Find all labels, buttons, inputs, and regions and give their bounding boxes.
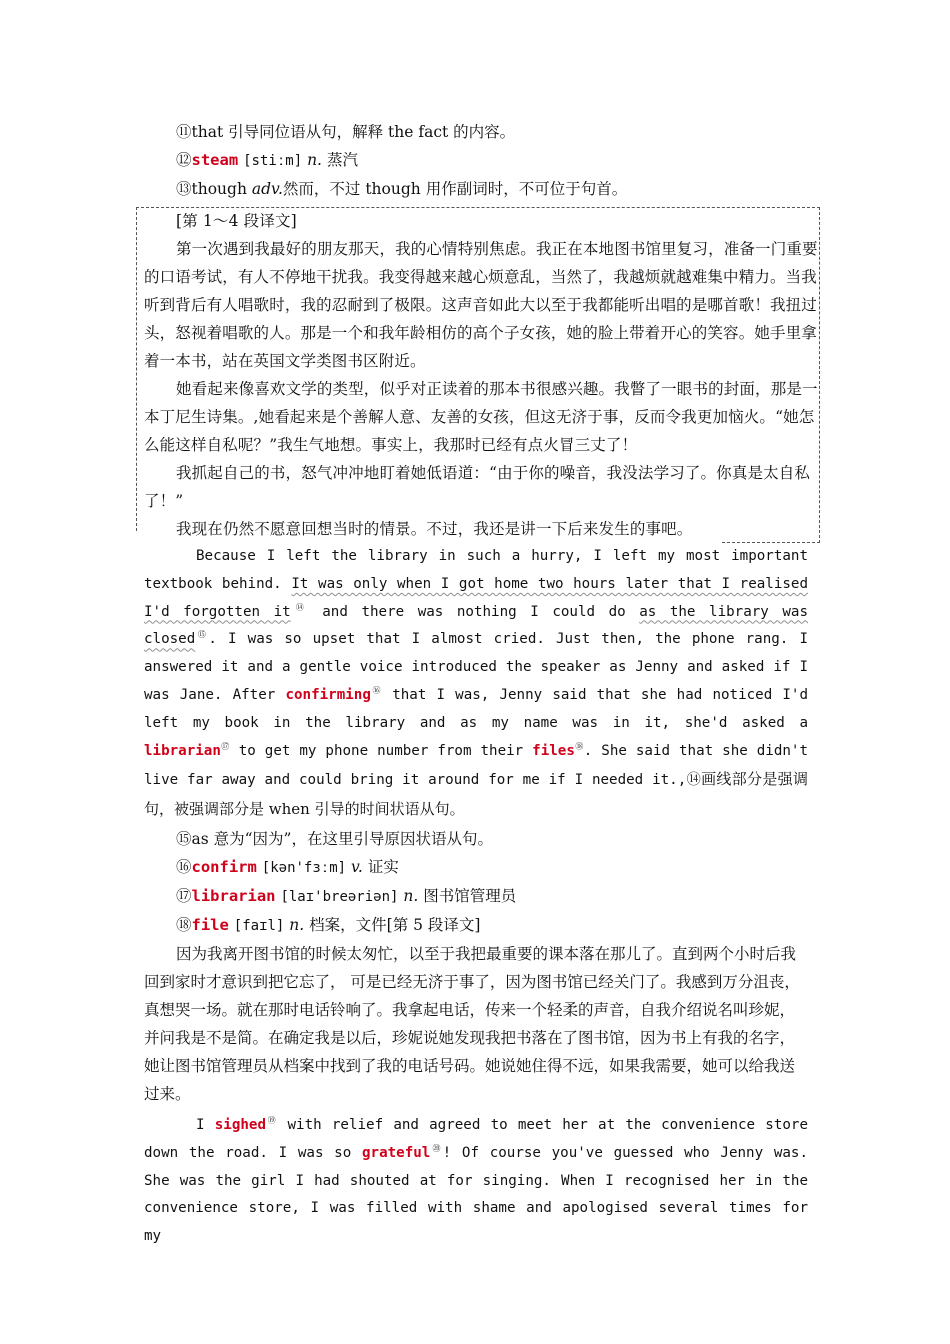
footnote-ref: ⑭: [290, 602, 309, 612]
note-15: [144, 825, 808, 853]
box-border-top: [136, 207, 820, 208]
note-16: [144, 853, 808, 882]
document-page: [144, 118, 818, 1251]
sentence: I: [196, 1116, 215, 1133]
sentence: that I was, Jenny said that she had noticed I'd left my book in the library and as my name was in it, she'd asked a: [144, 686, 808, 731]
part-of-speech: adv.: [251, 180, 283, 198]
footnote-ref: ⑳: [430, 1143, 443, 1153]
translation-heading: [第 1～4 段译文]: [176, 212, 297, 230]
translation-paragraph-5: 因为我离开图书馆的时候太匆忙，以至于我把最重要的课本落在那儿了。直到两个小时后我回到家时才意识到把它忘了， 可是已经无济于事了，因为图书馆已经关门了。我感到万分沮丧，真想哭一场。就在那时电话铃响了。我拿起电话，传来一个轻柔的声音，自我介绍说名叫珍妮，并问我是不是简。在确定我是以后，珍妮说她发现我把书落在了图书馆，因为书上有我的名字，她让图书馆管理员从档案中找到了我的电话号码。她说她住得不远，如果我需要，她可以给我送过来。: [144, 944, 800, 1103]
phonetic: [stiːm]: [243, 153, 303, 169]
keyword-confirming: confirming: [285, 686, 371, 703]
sentence: to get my phone number from their: [229, 742, 533, 759]
sentence: and there was nothing I could do: [308, 603, 640, 620]
note-text: 然而，不过 though 用作副词时，不可位于句首。: [282, 180, 628, 198]
note-marker: ⑫: [176, 151, 192, 169]
english-paragraph-5: [144, 543, 808, 825]
vocab-word: confirm: [191, 857, 257, 876]
box-border-right: [819, 207, 820, 543]
note-17: [144, 882, 808, 911]
emphasis-underline: It was only when I got home two hours later that I realised I'd forgotten it: [144, 575, 808, 620]
keyword-files: files: [532, 742, 575, 759]
part-of-speech: n.: [307, 151, 322, 169]
note-marker: ⑭: [686, 772, 702, 789]
translation-paragraph-4: 我现在仍然不愿意回想当时的情景。不过，我还是讲一下后来发生的事吧。: [176, 520, 693, 538]
emphasis-underline: as the library was closed: [144, 603, 808, 648]
note-marker: ⑪: [176, 123, 192, 141]
translation-paragraph-3: 我抓起自己的书，怒气冲冲地盯着她低语道：“由于你的噪音，我没法学习了。你真是太自私了！”: [144, 464, 811, 510]
sentence: ! Of course you've guessed who Jenny was. She was the girl I had shouted at for singing. When I recognised her in the convenience store, I was filled with shame and apologised several times for my: [144, 1144, 808, 1245]
note-marker: ⑰: [176, 886, 192, 905]
translation-paragraph-2: 她看起来像喜欢文学的类型，似乎对正读着的那本书很感兴趣。我瞥了一眼书的封面，那是一本丁尼生诗集。,她看起来是个善解人意、友善的女孩，但这无济于事，反而令我更加恼火。“她怎么能这样自私呢？”我生气地想。事实上，我那时已经有点火冒三丈了！: [144, 380, 818, 454]
footnote-ref: ⑱: [574, 741, 584, 751]
note-text: that 引导同位语从句，解释 the fact 的内容。: [191, 123, 516, 141]
sentence: Because I left the library in such a hurry, I left my most important textbook behind.: [144, 548, 808, 592]
note-12: [144, 146, 808, 175]
sentence: . She said that she didn't live far away and could bring it around for me if I needed it.,: [144, 742, 809, 789]
footnote-ref: ⑯: [370, 685, 383, 695]
box-border-left: [136, 207, 137, 531]
phonetic: [kən'fɜːm]: [261, 859, 347, 876]
footnote-ref: ⑰: [220, 741, 230, 751]
note-marker: ⑬: [176, 180, 192, 198]
vocab-word: file: [191, 915, 229, 934]
note-marker: ⑮: [176, 829, 192, 848]
note-marker: ⑯: [176, 857, 192, 876]
definition: 图书馆管理员: [423, 886, 517, 905]
part-of-speech: n.: [403, 886, 419, 905]
note-18: [144, 911, 808, 940]
keyword-sighed: sighed: [214, 1116, 266, 1133]
translation-paragraph-1: 第一次遇到我最好的朋友那天，我的心情特别焦虑。我正在本地图书馆里复习，准备一门重要的口语考试，有人不停地干扰我。我变得越来越心烦意乱，当然了，我越烦就越难集中精力。当我听到背后有人唱歌时，我的忍耐到了极限。这声音如此大以至于我都能听出唱的是哪首歌！我扭过头，怒视着唱歌的人。那是一个和我年龄相仿的高个子女孩，她的脸上带着开心的笑容。她手里拿着一本书，站在英国文学类图书区附近。: [144, 240, 818, 370]
definition: 蒸汽: [326, 151, 358, 169]
footnote-ref: ⑲: [266, 1115, 278, 1125]
definition: 证实: [367, 857, 399, 876]
note-marker: ⑱: [176, 915, 192, 934]
vocab-word: steam: [191, 151, 239, 169]
definition: 档案，文件[第 5 段译文]: [309, 915, 481, 934]
sentence: with relief and agreed to meet her at the convenience store down the road. I was so: [144, 1116, 809, 1161]
keyword-librarian: librarian: [144, 742, 221, 759]
vocab-word: librarian: [191, 886, 276, 905]
box-border-bottom: [722, 542, 820, 543]
footnote-ref: ⑮: [195, 630, 209, 640]
translation-box: [136, 207, 820, 543]
sentence: . I was so upset that I almost cried. Just then, the phone rang. I answered it and a gentle voice introduced the speaker as Jenny and asked if I was Jane. After: [144, 631, 808, 703]
note-11: [144, 118, 808, 146]
part-of-speech: v.: [351, 857, 363, 876]
note-text: as 意为“因为”，在这里引导原因状语从句。: [191, 829, 493, 848]
english-paragraph-6: [144, 1112, 808, 1251]
note-word: though: [191, 180, 247, 198]
note-13: [144, 175, 808, 203]
part-of-speech: n.: [289, 915, 305, 934]
note-text: 画线部分是强调句，被强调部分是 when 引导的时间状语从句。: [144, 770, 808, 819]
keyword-grateful: grateful: [361, 1144, 431, 1161]
phonetic: [laɪ'breəriən]: [280, 888, 399, 905]
phonetic: [faɪl]: [233, 917, 285, 934]
